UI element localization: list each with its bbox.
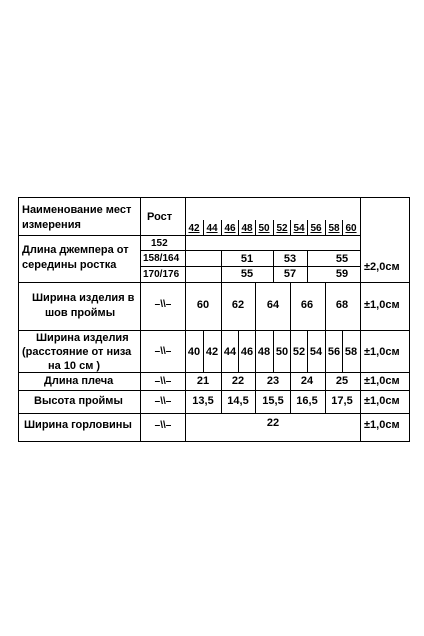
size-header-42: 42 bbox=[188, 223, 200, 234]
size-header-58: 58 bbox=[328, 223, 340, 234]
hem-width-52: 52 bbox=[292, 346, 306, 358]
hem-width-tolerance: ±1,0см bbox=[364, 346, 400, 358]
jumper-length-158-53: 53 bbox=[283, 253, 297, 265]
shoulder-length-24: 24 bbox=[300, 375, 314, 387]
hem-width-58: 58 bbox=[344, 346, 358, 358]
shoulder-length-23: 23 bbox=[266, 375, 280, 387]
height-170-176: 170/176 bbox=[143, 269, 180, 280]
hem-width-56: 56 bbox=[327, 346, 341, 358]
shoulder-length-21: 21 bbox=[196, 375, 210, 387]
shoulder-length-25: 25 bbox=[335, 375, 349, 387]
jumper-length-158-55: 55 bbox=[335, 253, 349, 265]
armhole-height-15-5: 15,5 bbox=[262, 395, 284, 407]
armhole-width-label-line2: шов проймы bbox=[45, 307, 116, 319]
size-header-52: 52 bbox=[276, 223, 288, 234]
armhole-width-64: 64 bbox=[266, 299, 280, 311]
armhole-height-17-5: 17,5 bbox=[331, 395, 353, 407]
hem-width-mark: –\\– bbox=[154, 346, 172, 357]
size-header-54: 54 bbox=[293, 223, 305, 234]
size-header-44: 44 bbox=[206, 223, 218, 234]
size-header-56: 56 bbox=[310, 223, 322, 234]
armhole-width-68: 68 bbox=[335, 299, 349, 311]
shoulder-length-label: Длина плеча bbox=[44, 375, 114, 387]
armhole-height-13-5: 13,5 bbox=[192, 395, 214, 407]
hem-width-50: 50 bbox=[275, 346, 289, 358]
neck-width-tolerance: ±1,0см bbox=[364, 419, 400, 431]
hem-width-40: 40 bbox=[187, 346, 201, 358]
neck-width-label: Ширина горловины bbox=[24, 419, 132, 431]
height-152: 152 bbox=[151, 238, 168, 249]
height-col-header: Рост bbox=[147, 211, 173, 223]
hem-width-48: 48 bbox=[257, 346, 271, 358]
param-col-header-line1: Наименование мест bbox=[22, 204, 132, 216]
shoulder-length-22: 22 bbox=[231, 375, 245, 387]
armhole-height-tolerance: ±1,0см bbox=[364, 395, 400, 407]
shoulder-length-tolerance: ±1,0см bbox=[364, 375, 400, 387]
armhole-width-66: 66 bbox=[300, 299, 314, 311]
jumper-length-158-51: 51 bbox=[240, 253, 254, 265]
size-header-50: 50 bbox=[258, 223, 270, 234]
neck-width-22: 22 bbox=[266, 417, 280, 429]
hem-width-label-line1: Ширина изделия bbox=[36, 332, 129, 344]
hem-width-54: 54 bbox=[309, 346, 323, 358]
size-header-46: 46 bbox=[224, 223, 236, 234]
jumper-length-label-line2: середины ростка bbox=[22, 259, 117, 271]
armhole-height-16-5: 16,5 bbox=[296, 395, 318, 407]
hem-width-label-line2: (расстояние от низа bbox=[22, 346, 132, 358]
size-header-60: 60 bbox=[345, 223, 357, 234]
shoulder-length-mark: –\\– bbox=[154, 376, 172, 387]
armhole-height-mark: –\\– bbox=[154, 396, 172, 407]
size-header-48: 48 bbox=[241, 223, 253, 234]
hem-width-42: 42 bbox=[205, 346, 219, 358]
hem-width-46: 46 bbox=[240, 346, 254, 358]
height-158-164: 158/164 bbox=[143, 253, 180, 264]
jumper-length-170-57: 57 bbox=[283, 268, 297, 280]
jumper-length-170-59: 59 bbox=[335, 268, 349, 280]
jumper-length-label-line1: Длина джемпера от bbox=[22, 244, 129, 256]
armhole-width-label-line1: Ширина изделия в bbox=[32, 292, 135, 304]
armhole-width-62: 62 bbox=[231, 299, 245, 311]
armhole-height-label: Высота проймы bbox=[34, 395, 123, 407]
armhole-height-14-5: 14,5 bbox=[227, 395, 249, 407]
armhole-width-mark: –\\– bbox=[154, 299, 172, 310]
param-col-header-line2: измерения bbox=[22, 219, 81, 231]
hem-width-44: 44 bbox=[223, 346, 237, 358]
jumper-length-tolerance: ±2,0см bbox=[364, 261, 400, 273]
jumper-length-170-55: 55 bbox=[240, 268, 254, 280]
hem-width-label-line3: на 10 см ) bbox=[48, 360, 101, 372]
armhole-width-60: 60 bbox=[196, 299, 210, 311]
neck-width-mark: –\\– bbox=[154, 420, 172, 431]
armhole-width-tolerance: ±1,0см bbox=[364, 299, 400, 311]
